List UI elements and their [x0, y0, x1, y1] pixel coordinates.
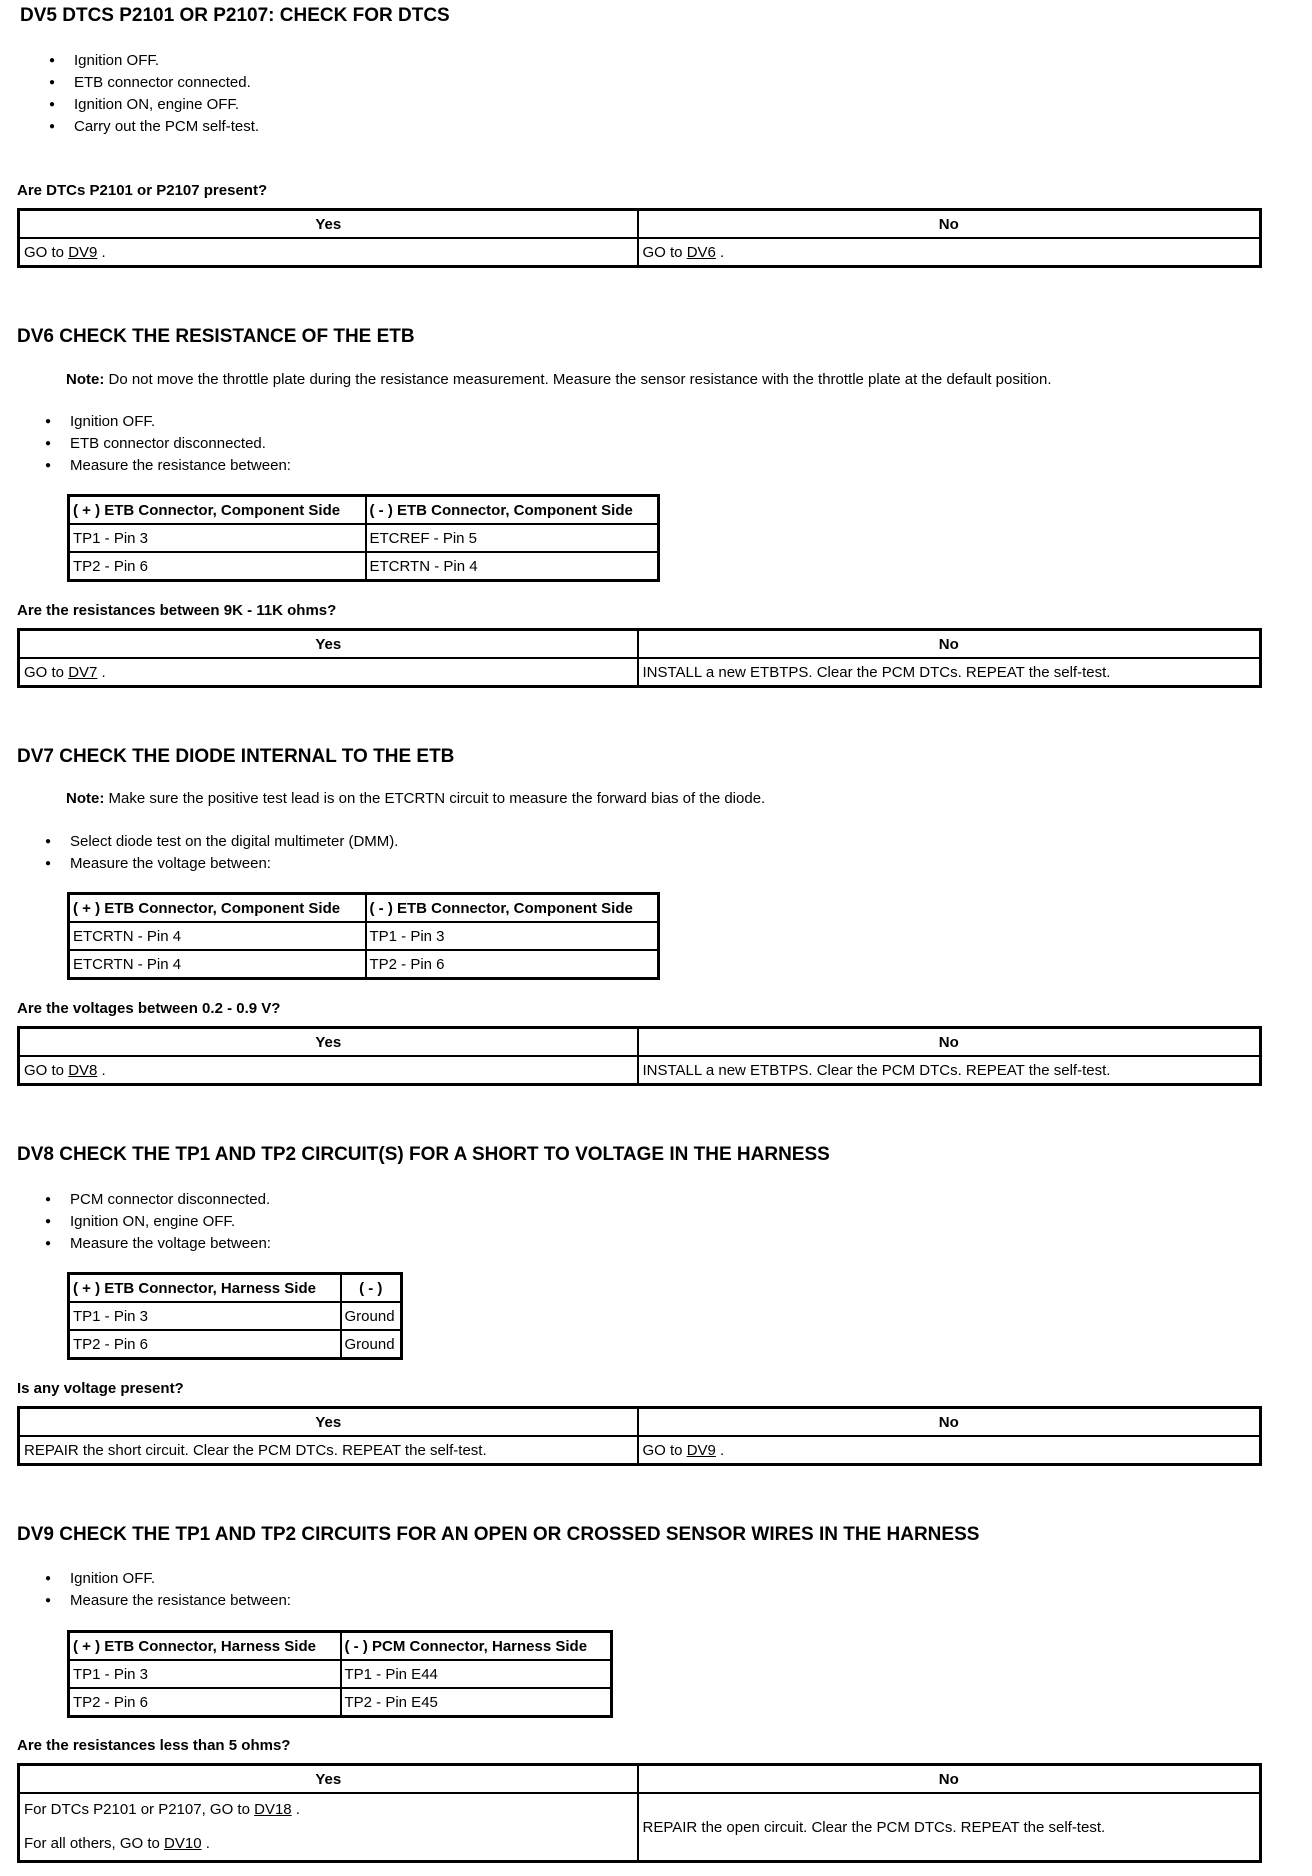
table-cell: TP2 - Pin 6: [69, 1330, 341, 1359]
dv8-title: DV8 CHECK THE TP1 AND TP2 CIRCUIT(S) FOR A SHORT TO VOLTAGE IN THE HARNESS: [17, 1144, 830, 1165]
column-header: ( + ) ETB Connector, Harness Side: [69, 1274, 341, 1303]
table-row: [69, 552, 659, 581]
list-item: ● Measure the resistance between:: [45, 455, 291, 477]
dv9-title: DV9 CHECK THE TP1 AND TP2 CIRCUITS FOR AN OPEN OR CROSSED SENSOR WIRES IN THE HARNESS: [17, 1524, 980, 1545]
dv7-link[interactable]: DV7: [68, 663, 98, 681]
list-item: ● ETB connector connected.: [49, 72, 259, 94]
dv9-question: Are the resistances less than 5 ohms?: [17, 1737, 291, 1754]
list-item: ● Ignition ON, engine OFF.: [49, 94, 259, 116]
dv7-title: DV7 CHECK THE DIODE INTERNAL TO THE ETB: [17, 746, 455, 767]
table-row: [69, 1688, 612, 1717]
dv9-pin-table: [67, 1630, 613, 1718]
no-cell: INSTALL a new ETBTPS. Clear the PCM DTCs. REPEAT the self-test.: [638, 658, 1261, 687]
table-row: [69, 1660, 612, 1688]
dv8-question: Is any voltage present?: [17, 1380, 184, 1397]
table-cell: TP2 - Pin 6: [69, 1688, 341, 1717]
dv5-title: DV5 DTCS P2101 OR P2107: CHECK FOR DTCS: [20, 5, 450, 26]
dv7-steps-list: [45, 831, 398, 875]
dv5-answer-table: [17, 208, 1262, 268]
table-row: [69, 950, 659, 979]
dv6-pin-table: [67, 494, 660, 582]
column-header: ( - ) ETB Connector, Component Side: [366, 496, 659, 525]
yes-cell: For DTCs P2101 or P2107, GO to DV18 . For all others, GO to DV10 .: [19, 1793, 638, 1862]
dv7-answer-table: [17, 1026, 1262, 1086]
dv6-question: Are the resistances between 9K - 11K ohms?: [17, 602, 337, 619]
list-item: ● Ignition ON, engine OFF.: [45, 1211, 271, 1233]
list-item: ● Measure the resistance between:: [45, 1590, 291, 1612]
column-header: ( + ) ETB Connector, Component Side: [69, 894, 366, 923]
yes-cell: GO to DV9 .: [19, 238, 638, 267]
dv9-steps-list: [45, 1568, 291, 1612]
table-row: [69, 922, 659, 950]
yes-header: Yes: [19, 1765, 638, 1794]
table-cell: ETCRTN - Pin 4: [69, 950, 366, 979]
table-cell: TP1 - Pin 3: [366, 922, 659, 950]
list-item: ● Measure the voltage between:: [45, 853, 398, 875]
table-cell: TP2 - Pin E45: [341, 1688, 612, 1717]
no-header: No: [638, 210, 1261, 239]
list-item: ● Measure the voltage between:: [45, 1233, 271, 1255]
note-text: Do not move the throttle plate during the resistance measurement. Measure the sensor resistance with the throttle plate at the default position.: [104, 371, 1052, 388]
column-header: ( - ) PCM Connector, Harness Side: [341, 1632, 612, 1661]
note-text: Make sure the positive test lead is on the ETCRTN circuit to measure the forward bias of the diode.: [104, 790, 766, 807]
dv7-note: [66, 790, 765, 807]
no-header: No: [638, 1765, 1261, 1794]
no-header: No: [638, 630, 1261, 659]
list-item: ● Ignition OFF.: [49, 50, 259, 72]
yes-cell: GO to DV7 .: [19, 658, 638, 687]
no-cell: REPAIR the open circuit. Clear the PCM DTCs. REPEAT the self-test.: [638, 1793, 1261, 1862]
no-cell: INSTALL a new ETBTPS. Clear the PCM DTCs. REPEAT the self-test.: [638, 1056, 1261, 1085]
column-header: ( - ): [341, 1274, 402, 1303]
list-item: ● Ignition OFF.: [45, 411, 291, 433]
dv9-link[interactable]: DV9: [68, 243, 98, 261]
dv5-steps-list: [49, 50, 259, 138]
yes-cell: REPAIR the short circuit. Clear the PCM DTCs. REPEAT the self-test.: [19, 1436, 638, 1465]
dv5-question: Are DTCs P2101 or P2107 present?: [17, 182, 268, 199]
yes-header: Yes: [19, 1408, 638, 1437]
dv6-answer-table: [17, 628, 1262, 688]
table-cell: Ground: [341, 1330, 402, 1359]
table-row: [69, 1330, 402, 1359]
column-header: ( - ) ETB Connector, Component Side: [366, 894, 659, 923]
dv10-link[interactable]: DV10: [164, 1835, 202, 1852]
no-header: No: [638, 1028, 1261, 1057]
no-cell: GO to DV6 .: [638, 238, 1261, 267]
dv7-pin-table: [67, 892, 660, 980]
yes-cell: GO to DV8 .: [19, 1056, 638, 1085]
table-cell: TP1 - Pin E44: [341, 1660, 612, 1688]
note-label: Note:: [66, 790, 105, 807]
dv8-pin-table: [67, 1272, 403, 1360]
dv6-link[interactable]: DV6: [686, 243, 716, 261]
list-item: ● Select diode test on the digital multimeter (DMM).: [45, 831, 398, 853]
dv18-link[interactable]: DV18: [254, 1801, 292, 1818]
list-item: ● ETB connector disconnected.: [45, 433, 291, 455]
table-cell: TP2 - Pin 6: [366, 950, 659, 979]
no-cell: GO to DV9 .: [638, 1436, 1261, 1465]
note-label: Note:: [66, 371, 105, 388]
list-item: ● PCM connector disconnected.: [45, 1189, 271, 1211]
yes-header: Yes: [19, 630, 638, 659]
table-cell: TP1 - Pin 3: [69, 1302, 341, 1330]
table-cell: TP1 - Pin 3: [69, 1660, 341, 1688]
table-cell: ETCRTN - Pin 4: [366, 552, 659, 581]
list-item: ● Ignition OFF.: [45, 1568, 291, 1590]
yes-header: Yes: [19, 210, 638, 239]
table-row: [69, 524, 659, 552]
list-item: ● Carry out the PCM self-test.: [49, 116, 259, 138]
dv8-link[interactable]: DV8: [68, 1061, 98, 1079]
table-row: [69, 1302, 402, 1330]
table-cell: TP1 - Pin 3: [69, 524, 366, 552]
dv6-note: [66, 371, 1052, 388]
column-header: ( + ) ETB Connector, Harness Side: [69, 1632, 341, 1661]
dv6-title: DV6 CHECK THE RESISTANCE OF THE ETB: [17, 326, 415, 347]
dv7-question: Are the voltages between 0.2 - 0.9 V?: [17, 1000, 281, 1017]
dv8-steps-list: [45, 1189, 271, 1255]
yes-header: Yes: [19, 1028, 638, 1057]
table-cell: ETCRTN - Pin 4: [69, 922, 366, 950]
table-cell: Ground: [341, 1302, 402, 1330]
dv8-answer-table: [17, 1406, 1262, 1466]
dv6-steps-list: [45, 411, 291, 477]
dv9-answer-table: [17, 1763, 1262, 1863]
no-header: No: [638, 1408, 1261, 1437]
column-header: ( + ) ETB Connector, Component Side: [69, 496, 366, 525]
dv9-link[interactable]: DV9: [686, 1441, 716, 1459]
table-cell: TP2 - Pin 6: [69, 552, 366, 581]
table-cell: ETCREF - Pin 5: [366, 524, 659, 552]
